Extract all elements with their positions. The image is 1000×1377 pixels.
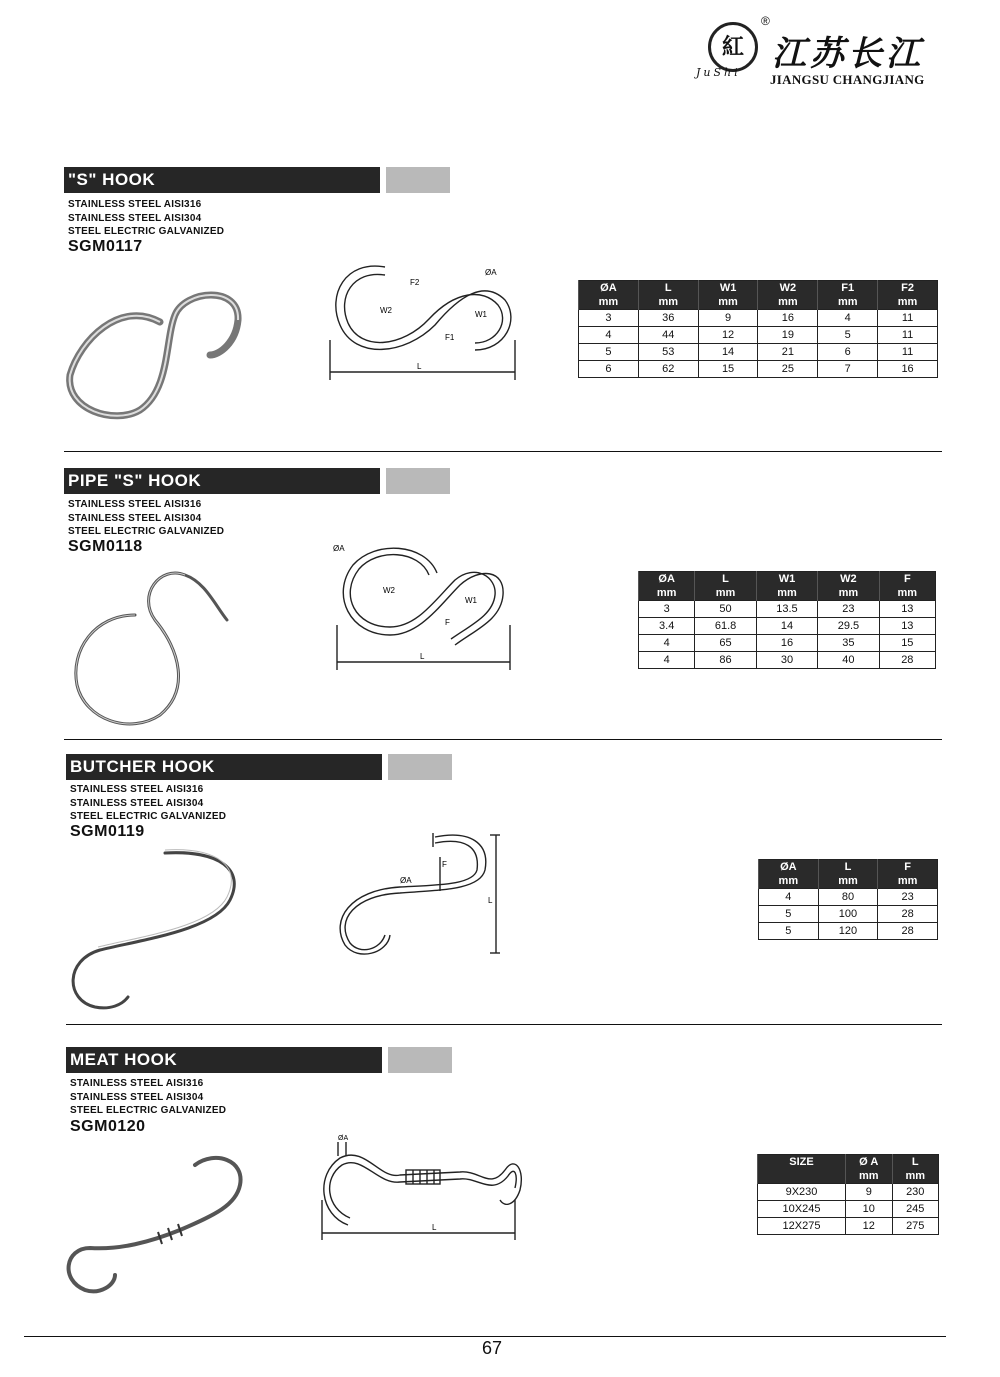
table-cell: 11: [878, 344, 938, 361]
table-cell: 36: [638, 310, 698, 327]
section-title-pipe-s-hook: PIPE "S" HOOK: [64, 468, 380, 494]
material-list: [68, 198, 224, 239]
table-cell: 275: [892, 1218, 939, 1235]
table-cell: 40: [818, 652, 879, 669]
logo-glyph: 紅: [721, 33, 745, 60]
diagram-label: F: [442, 860, 447, 869]
material-item: STEEL ELECTRIC GALVANIZED: [68, 226, 225, 237]
table-cell: 6: [818, 344, 878, 361]
section-title-meat-hook: MEAT HOOK: [66, 1047, 382, 1073]
diagram-label: F1: [445, 333, 455, 342]
unit-header: mm: [818, 586, 879, 601]
diagram-label: L: [420, 652, 425, 661]
footer-divider: [24, 1336, 946, 1337]
pipe-s-hook-diagram: [325, 535, 525, 680]
table-row: [758, 1184, 939, 1201]
unit-header: mm: [879, 586, 935, 601]
section-divider: [64, 739, 942, 740]
table-cell: 10X245: [758, 1201, 846, 1218]
section-title-butcher-hook: BUTCHER HOOK: [66, 754, 382, 780]
table-cell: 62: [638, 361, 698, 378]
table-cell: 30: [756, 652, 817, 669]
spec-table-meat-hook: [757, 1154, 939, 1235]
diagram-label: ØA: [338, 1135, 349, 1142]
table-cell: 44: [638, 327, 698, 344]
table-cell: 28: [878, 906, 938, 923]
unit-header: [758, 1169, 846, 1184]
material-list: [70, 783, 226, 824]
table-cell: 10: [846, 1201, 892, 1218]
table-cell: 230: [892, 1184, 939, 1201]
table-cell: 35: [818, 635, 879, 652]
table-cell: 50: [695, 601, 756, 618]
table-cell: 14: [756, 618, 817, 635]
section-divider: [64, 451, 942, 452]
table-header-row: [758, 1155, 939, 1170]
column-header: L: [695, 572, 756, 587]
brand-name-english: JIANGSU CHANGJIANG: [770, 72, 925, 87]
table-cell: 9: [698, 310, 758, 327]
unit-header: mm: [846, 1169, 892, 1184]
diagram-label: W1: [475, 310, 487, 319]
table-cell: 21: [758, 344, 818, 361]
table-cell: 25: [758, 361, 818, 378]
table-cell: 5: [759, 906, 819, 923]
table-cell: 11: [878, 310, 938, 327]
table-cell: 15: [698, 361, 758, 378]
column-header: L: [638, 281, 698, 296]
table-cell: 28: [878, 923, 938, 940]
material-item: STAINLESS STEEL AISI304: [68, 512, 202, 524]
material-item: STAINLESS STEEL AISI304: [68, 212, 202, 224]
page-number: 67: [482, 1338, 503, 1358]
table-cell: 13.5: [756, 601, 817, 618]
table-cell: 14: [698, 344, 758, 361]
column-header: F2: [878, 281, 938, 296]
table-row: [639, 601, 936, 618]
registered-mark: ®: [761, 14, 770, 28]
table-cell: 9X230: [758, 1184, 846, 1201]
table-row: [579, 327, 938, 344]
butcher-hook-photo: [60, 845, 245, 1015]
table-cell: 4: [579, 327, 639, 344]
brand-name-chinese: 江苏长江: [772, 34, 924, 74]
column-header: F1: [818, 281, 878, 296]
table-row: [579, 310, 938, 327]
column-header: W2: [758, 281, 818, 296]
spec-table-s-hook: [578, 280, 938, 378]
table-row: [639, 618, 936, 635]
product-code: SGM0117: [68, 238, 143, 255]
material-item: STEEL ELECTRIC GALVANIZED: [68, 526, 225, 537]
column-header: Ø A: [846, 1155, 892, 1170]
table-cell: 245: [892, 1201, 939, 1218]
company-logo: [708, 22, 758, 72]
diagram-label: W2: [383, 586, 395, 595]
table-row: [579, 344, 938, 361]
table-cell: 29.5: [818, 618, 879, 635]
table-cell: 61.8: [695, 618, 756, 635]
column-header: W1: [698, 281, 758, 296]
material-list: [70, 1077, 226, 1118]
table-row: [758, 1201, 939, 1218]
table-unit-row: [639, 586, 936, 601]
table-row: [579, 361, 938, 378]
section-title-accent: [386, 167, 450, 193]
table-cell: 3: [639, 601, 695, 618]
diagram-label: L: [488, 896, 493, 905]
material-item: STEEL ELECTRIC GALVANIZED: [70, 811, 227, 822]
table-cell: 3.4: [639, 618, 695, 635]
table-cell: 6: [579, 361, 639, 378]
column-header: L: [818, 860, 878, 875]
diagram-label: W1: [465, 596, 477, 605]
material-item: STEEL ELECTRIC GALVANIZED: [70, 1105, 227, 1116]
meat-hook-diagram: [310, 1130, 530, 1245]
table-cell: 16: [878, 361, 938, 378]
table-row: [758, 1218, 939, 1235]
table-cell: 23: [818, 601, 879, 618]
unit-header: mm: [758, 295, 818, 310]
table-cell: 13: [879, 618, 935, 635]
column-header: W1: [756, 572, 817, 587]
material-item: STAINLESS STEEL AISI316: [68, 499, 202, 510]
material-item: STAINLESS STEEL AISI316: [68, 199, 202, 210]
table-cell: 80: [818, 889, 878, 906]
material-item: STAINLESS STEEL AISI316: [70, 784, 204, 795]
table-unit-row: [759, 874, 938, 889]
unit-header: mm: [892, 1169, 939, 1184]
product-code: SGM0119: [70, 823, 145, 840]
unit-header: mm: [638, 295, 698, 310]
column-header: ØA: [639, 572, 695, 587]
unit-header: mm: [756, 586, 817, 601]
table-cell: 16: [758, 310, 818, 327]
s-hook-photo: [60, 280, 250, 430]
column-header: ØA: [579, 281, 639, 296]
column-header: F: [878, 860, 938, 875]
pipe-s-hook-photo: [65, 560, 235, 735]
table-unit-row: [758, 1169, 939, 1184]
unit-header: mm: [818, 874, 878, 889]
table-row: [759, 889, 938, 906]
product-code: SGM0120: [70, 1118, 146, 1135]
table-cell: 65: [695, 635, 756, 652]
diagram-label: L: [417, 362, 422, 371]
spec-table-pipe-s-hook: [638, 571, 936, 669]
table-cell: 86: [695, 652, 756, 669]
table-row: [759, 906, 938, 923]
diagram-label: F: [445, 618, 450, 627]
s-hook-diagram: [325, 255, 525, 385]
table-cell: 120: [818, 923, 878, 940]
table-row: [639, 652, 936, 669]
table-cell: 5: [818, 327, 878, 344]
unit-header: mm: [579, 295, 639, 310]
table-cell: 28: [879, 652, 935, 669]
unit-header: mm: [695, 586, 756, 601]
material-item: STAINLESS STEEL AISI316: [70, 1078, 204, 1089]
diagram-label: W2: [380, 306, 392, 315]
table-cell: 7: [818, 361, 878, 378]
table-cell: 12: [698, 327, 758, 344]
diagram-label: ØA: [333, 544, 345, 553]
table-cell: 11: [878, 327, 938, 344]
table-cell: 4: [639, 652, 695, 669]
section-title-accent: [388, 1047, 452, 1073]
table-cell: 3: [579, 310, 639, 327]
table-cell: 9: [846, 1184, 892, 1201]
diagram-label: F2: [410, 278, 420, 287]
section-title-s-hook: "S" HOOK: [64, 167, 380, 193]
table-cell: 16: [756, 635, 817, 652]
column-header: L: [892, 1155, 939, 1170]
column-header: ØA: [759, 860, 819, 875]
table-cell: 5: [759, 923, 819, 940]
material-item: STAINLESS STEEL AISI304: [70, 1091, 204, 1103]
unit-header: mm: [818, 295, 878, 310]
table-cell: 100: [818, 906, 878, 923]
table-header-row: [639, 572, 936, 587]
table-cell: 53: [638, 344, 698, 361]
table-cell: 5: [579, 344, 639, 361]
unit-header: mm: [759, 874, 819, 889]
butcher-hook-diagram: [330, 825, 510, 965]
unit-header: mm: [639, 586, 695, 601]
diagram-label: ØA: [485, 268, 497, 277]
section-title-accent: [386, 468, 450, 494]
spec-table-butcher-hook: [758, 859, 938, 940]
table-cell: 4: [759, 889, 819, 906]
table-cell: 12X275: [758, 1218, 846, 1235]
table-cell: 4: [639, 635, 695, 652]
material-item: STAINLESS STEEL AISI304: [70, 797, 204, 809]
column-header: SIZE: [758, 1155, 846, 1170]
meat-hook-photo: [60, 1150, 250, 1300]
table-unit-row: [579, 295, 938, 310]
table-cell: 15: [879, 635, 935, 652]
column-header: W2: [818, 572, 879, 587]
table-cell: 12: [846, 1218, 892, 1235]
column-header: F: [879, 572, 935, 587]
section-divider: [66, 1024, 942, 1025]
section-title-accent: [388, 754, 452, 780]
unit-header: mm: [698, 295, 758, 310]
table-row: [759, 923, 938, 940]
table-cell: 4: [818, 310, 878, 327]
table-header-row: [759, 860, 938, 875]
table-cell: 19: [758, 327, 818, 344]
diagram-label: L: [432, 1223, 437, 1232]
unit-header: mm: [878, 295, 938, 310]
material-list: [68, 498, 224, 539]
table-row: [639, 635, 936, 652]
table-cell: 23: [878, 889, 938, 906]
diagram-label: ØA: [400, 876, 412, 885]
unit-header: mm: [878, 874, 938, 889]
table-cell: 13: [879, 601, 935, 618]
logo-arc-text: JuShi: [696, 66, 741, 79]
table-header-row: [579, 281, 938, 296]
product-code: SGM0118: [68, 538, 143, 555]
